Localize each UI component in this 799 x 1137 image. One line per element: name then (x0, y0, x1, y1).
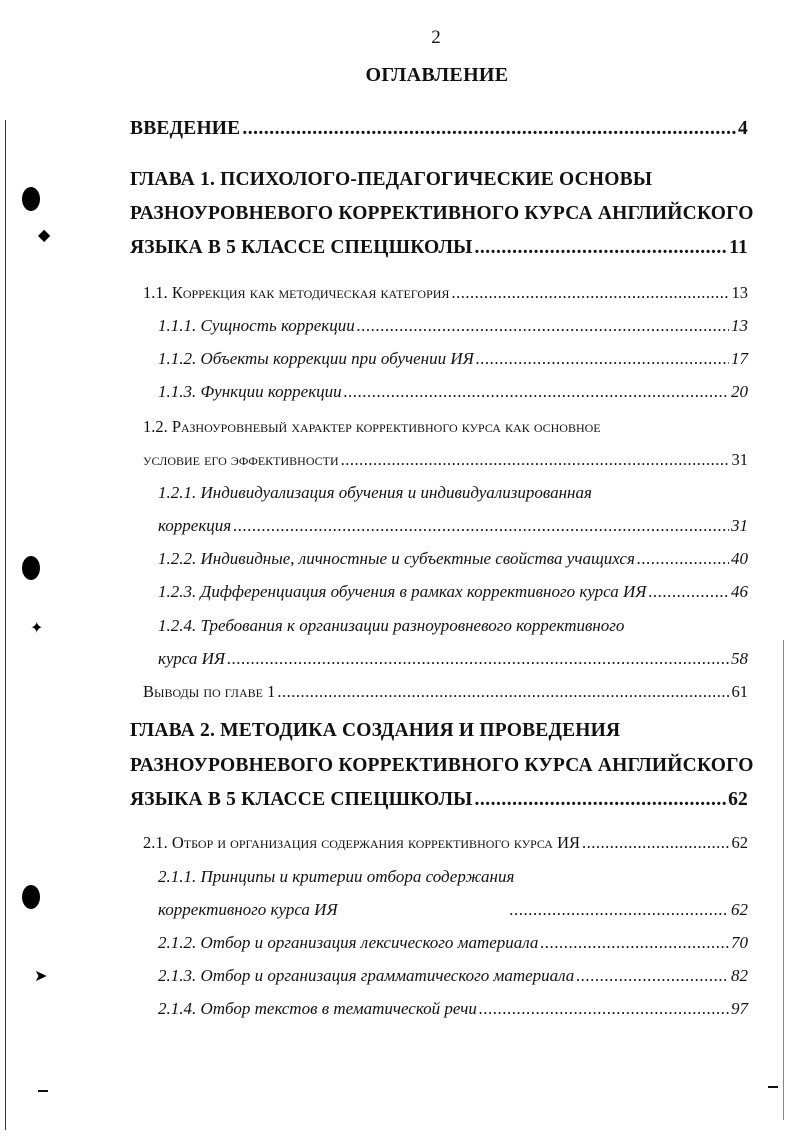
leader-dots (357, 316, 729, 336)
binding-hole-3 (22, 885, 40, 909)
leader-dots (475, 237, 728, 259)
leader-dots (510, 900, 729, 920)
toc-entry-1-2-1-line1: 1.2.1. Индивидуализация обучения и индивидуализированная (158, 483, 592, 502)
page-number: 2 (431, 27, 441, 48)
leader-dots (344, 382, 729, 402)
toc-entry-label: ВВЕДЕНИЕ (130, 118, 241, 139)
toc-entry-page: 62 (731, 900, 748, 919)
leader-dots (451, 283, 729, 303)
toc-entry-1-2-line1: 1.2. Разноуровневый характер коррективного курса как основное (143, 417, 601, 436)
toc-entry-page: 31 (731, 516, 748, 535)
chapter2-title-line3: ЯЗЫКА В 5 КЛАССЕ СПЕЦШКОЛЫ (130, 789, 473, 810)
toc-entry-label: 2.1.2. Отбор и организация лексического материала (158, 933, 539, 952)
toc-entry-label: 2.1.4. Отбор текстов в тематической речи (158, 999, 477, 1018)
toc-entry-label: коррективного курса ИЯ (158, 900, 338, 919)
toc-entry-2-1-3[interactable] (158, 966, 748, 986)
toc-entry-page: 82 (731, 966, 748, 985)
toc-entry-page: 13 (731, 283, 748, 302)
leader-dots (648, 582, 729, 602)
leader-dots (341, 450, 730, 470)
chapter1-title-line3: ЯЗЫКА В 5 КЛАССЕ СПЕЦШКОЛЫ (130, 237, 473, 258)
toc-entry-label: 1.1.1. Сущность коррекции (158, 316, 355, 335)
chapter2-title-line2: РАЗНОУРОВНЕВОГО КОРРЕКТИВНОГО КУРСА АНГЛИЙСКОГО (130, 755, 754, 776)
toc-entry-2-1-4[interactable] (158, 999, 748, 1019)
scan-dash-2 (768, 1086, 778, 1088)
toc-entry-intro[interactable] (130, 118, 748, 140)
scan-edge-right (783, 640, 784, 1120)
arrow-mark-2: ✦ (30, 620, 44, 637)
toc-entry-page: 13 (731, 316, 748, 335)
toc-entry-chapter1[interactable] (130, 237, 748, 259)
toc-entry-page: 31 (731, 450, 748, 469)
toc-entry-chapter2[interactable] (130, 789, 748, 811)
chapter1-title-line1: ГЛАВА 1. ПСИХОЛОГО-ПЕДАГОГИЧЕСКИЕ ОСНОВЫ (130, 169, 653, 190)
toc-heading: ОГЛАВЛЕНИЕ (365, 64, 509, 86)
toc-entry-page: 11 (729, 237, 748, 258)
chapter2-title-line1: ГЛАВА 2. МЕТОДИКА СОЗДАНИЯ И ПРОВЕДЕНИЯ (130, 720, 621, 741)
toc-entry-1-2[interactable] (143, 450, 748, 470)
toc-entry-page: 97 (731, 999, 748, 1018)
toc-entry-page: 17 (731, 349, 748, 368)
leader-dots (576, 966, 729, 986)
leader-dots (242, 118, 736, 140)
toc-entry-label: 2.1. Отбор и организация содержания коррективного курса ИЯ (143, 833, 581, 852)
toc-entry-1-1-1[interactable] (158, 316, 748, 336)
leader-dots (233, 516, 729, 536)
toc-entry-page: 62 (731, 833, 748, 852)
toc-entry-1-2-2[interactable] (158, 549, 748, 569)
leader-dots (475, 789, 727, 811)
chapter1-title-line2: РАЗНОУРОВНЕВОГО КОРРЕКТИВНОГО КУРСА АНГЛИЙСКОГО (130, 203, 754, 224)
toc-entry-1-2-1[interactable] (158, 516, 748, 536)
leader-dots (476, 349, 729, 369)
toc-entry-conclusions-1[interactable] (143, 682, 748, 702)
toc-entry-1-1-3[interactable] (158, 382, 748, 402)
binding-hole-1 (22, 187, 40, 211)
toc-entry-page: 4 (738, 118, 748, 139)
toc-entry-label: 1.1.2. Объекты коррекции при обучении ИЯ (158, 349, 474, 368)
toc-entry-page: 62 (728, 789, 748, 810)
arrow-mark-1: ◆ (38, 227, 51, 244)
toc-entry-page: 40 (731, 549, 748, 568)
toc-entry-label: коррекция (158, 516, 232, 535)
leader-dots (540, 933, 729, 953)
scan-dash-1 (38, 1090, 48, 1092)
toc-entry-page: 46 (731, 582, 748, 601)
toc-entry-label: 1.2.3. Дифференциация обучения в рамках коррективного курса ИЯ (158, 582, 647, 601)
toc-entry-page: 58 (731, 649, 748, 668)
leader-dots (582, 833, 729, 853)
binding-hole-2 (22, 556, 40, 580)
toc-entry-label: курса ИЯ (158, 649, 226, 668)
toc-entry-2-1-1[interactable] (158, 900, 748, 920)
leader-dots (637, 549, 729, 569)
toc-entry-label: 1.1. Коррекция как методическая категория (143, 283, 450, 302)
toc-entry-page: 61 (731, 682, 748, 701)
toc-entry-label: 1.1.3. Функции коррекции (158, 382, 342, 401)
toc-entry-2-1-2[interactable] (158, 933, 748, 953)
toc-entry-1-1[interactable] (143, 283, 748, 303)
toc-entry-page: 70 (731, 933, 748, 952)
toc-entry-page: 20 (731, 382, 748, 401)
toc-entry-label: 2.1.3. Отбор и организация грамматического материала (158, 966, 575, 985)
arrow-mark-3: ➤ (34, 968, 48, 985)
toc-entry-1-1-2[interactable] (158, 349, 748, 369)
toc-entry-label: 1.2.2. Индивидные, личностные и субъектные свойства учащихся (158, 549, 635, 568)
toc-entry-2-1-1-line1: 2.1.1. Принципы и критерии отбора содержания (158, 867, 515, 886)
toc-entry-1-2-4[interactable] (158, 649, 748, 669)
toc-entry-2-1[interactable] (143, 833, 748, 853)
scan-edge-left (5, 120, 6, 1130)
toc-entry-1-2-3[interactable] (158, 582, 748, 602)
toc-entry-label: условие его эффективности (143, 450, 339, 469)
toc-entry-1-2-4-line1: 1.2.4. Требования к организации разноуровневого коррективного (158, 616, 625, 635)
leader-dots (227, 649, 729, 669)
toc-entry-label: Выводы по главе 1 (143, 682, 276, 701)
leader-dots (479, 999, 729, 1019)
leader-dots (277, 682, 729, 702)
